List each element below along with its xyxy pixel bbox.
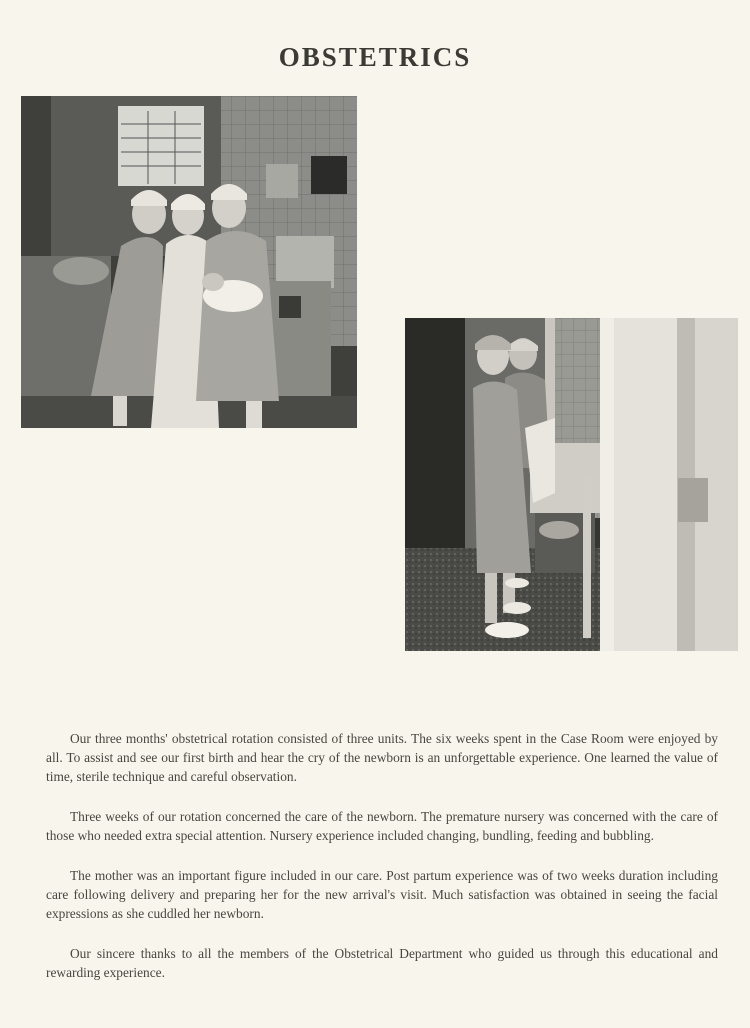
photo-nurses-in-nursery-graphic — [405, 318, 738, 651]
photo-nurses-in-nursery — [405, 318, 738, 651]
paragraph-newborn-care: Three weeks of our rotation concerned the care of the newborn. The premature nursery was concerned with the care of those who needed extra special attention. Nursery experience included changing, bundling, feeding and bubbling. — [46, 809, 718, 843]
paragraph-post-partum: The mother was an important figure included in our care. Post partum experience was of two weeks duration including care following delivery and preparing her for the new arrival's visit. Much satisfaction was obtained in seeing the facial expressions as she cuddled her newborn. — [46, 868, 718, 921]
paragraph-thanks: Our sincere thanks to all the members of the Obstetrical Department who guided us through this educational and rewarding experience. — [46, 946, 718, 980]
photo-nurses-with-newborn — [21, 96, 357, 428]
photo-nurses-with-newborn-graphic — [21, 96, 357, 428]
article-body — [46, 729, 718, 1003]
paragraph-case-room: Our three months' obstetrical rotation consisted of three units. The six weeks spent in the Case Room were enjoyed by all. To assist and see our first birth and hear the cry of the newborn is an unforgettable experience. One learned the value of time, sterile technique and careful observation. — [46, 731, 718, 784]
page-title: OBSTETRICS — [278, 42, 472, 73]
